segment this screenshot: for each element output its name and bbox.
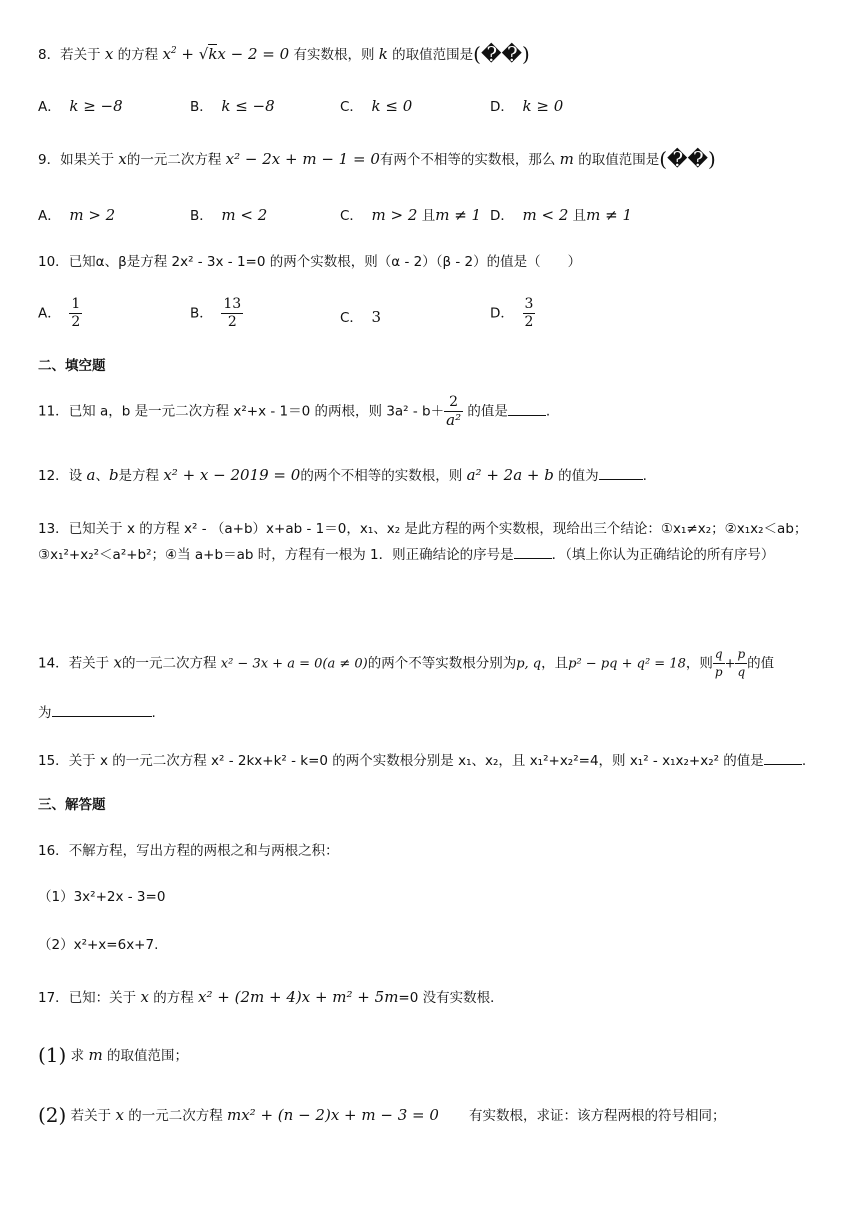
stem-text: 是方程 [118,468,160,484]
math-var: b [108,466,119,484]
math-var: x [104,45,114,63]
question-number: 14． [38,655,69,672]
math-var: p, q [516,656,542,672]
question-17-stem [38,986,830,1009]
question-number: 11． [38,403,69,420]
question-number: 12． [38,468,69,484]
answer-blank[interactable] [52,702,152,717]
option-c: C． k ≤ 0 [340,97,413,115]
equation: x² − 2x + m − 1 = 0 [225,150,380,168]
stem-text: 已知：关于 [68,990,137,1006]
question-11-stem: 11．已知 a，b 是一元二次方程 x²+x - 1＝0 的两根，则 3a² - b＋ $\frac{2}{\text{a²}}$ 的值是 . [38,394,551,429]
stem-text: 有两个不相等的实数根，那么 [379,152,556,168]
stem-text: 的方程 [117,47,159,63]
question-13-stem [38,516,830,568]
fraction: $\frac{2}{\text{a²}}$ [446,394,462,429]
section-heading: 二、填空题 [38,358,106,374]
answer-paren: (��) [659,147,716,171]
question-9-stem [38,148,830,171]
section-heading: 三、解答题 [38,797,106,813]
answer-blank[interactable] [764,750,802,765]
question-number: 13． [38,521,69,537]
math-var: a [86,466,96,484]
math-var: x [140,988,149,1006]
stem-text: ，则 [685,655,713,672]
stem-text: 的取值范围是 [392,47,474,63]
math-var: x [115,1106,124,1124]
question-17-part-1: (1) 求 m 的取值范围； [38,1043,188,1067]
question-10-stem [38,251,830,273]
stem-text: 的一元二次方程 [126,152,222,168]
question-number: 15． [38,753,69,769]
stem-text: 已知α、β是方程 2x² - 3x - 1=0 的两个实数根，则（α - 2）（β - 2）的值是（ ） [68,254,582,270]
equation: x² − 3x + a = 0(a ≠ 0) [220,656,368,672]
question-17-part-2: (2) 若关于 x 的一元二次方程 mx² + (n − 2)x + m − 3 = 0 有实数根，求证：该方程两根的符号相同； [38,1103,726,1127]
question-16-stem [38,840,830,862]
question-16-part-1: （1）3x²+2x - 3=0 [38,889,166,905]
stem-text: 有实数根，则 [293,47,375,63]
stem-text: 关于 x 的一元二次方程 x² - 2kx+k² - k=0 的两个实数根分别是 x₁、x₂，且 x₁²+x₂²=4，则 x₁² - x₁x₂+x₂² 的值是 [68,753,764,769]
option-b: B． $\frac{13}{2}$ [190,296,242,330]
answer-blank[interactable] [599,465,643,480]
answer-blank[interactable] [508,401,546,416]
equation: x² + x − 2019 = 0 [163,466,301,484]
question-14-stem: 14．若关于 x的一元二次方程 x² − 3x + a = 0(a ≠ 0)的两个不等实数根分别为p, q，且p² − pq + q² = 18，则 $\frac{q}{p}$ + $\frac{p}{q}$ 的值 [38,647,775,679]
option-d: D． m < 2 且m ≠ 1 [490,206,633,224]
stem-text: 已知 a，b 是一元二次方程 x²+x - 1＝0 的两根，则 3a² - b＋ [68,403,445,420]
option-a: A． m > 2 [38,206,116,224]
question-number: 17． [38,990,69,1006]
stem-text: =0 没有实数根． [398,990,504,1006]
part-index: (2) [38,1103,67,1127]
stem-text: 的两个不等实数根分别为 [367,655,517,672]
equation: $x^2 + √kx - 2 = 0$ [162,45,290,63]
equation: mx² + (n − 2)x + m − 3 = 0 [227,1106,439,1124]
stem-text: 已知关于 x 的方程 x² - （a+b）x+ab - 1＝0，x₁、x₂ 是此方程的两个实数根，现给出三个结论：①x₁≠x₂；②x₁x₂＜ab；③x₁²+x₂²＜a²+b²；④当 a+b＝ab 时，方程有一根为 1．则正确结论的序号是 [38,521,808,563]
option-d: D． $\frac{3}{2}$ [490,296,534,330]
option-a: A． k ≥ −8 [38,97,123,115]
stem-text: 的两个不相等的实数根，则 [300,468,463,484]
math-var: x [113,653,122,672]
stem-text: 的取值范围是 [578,152,660,168]
stem-text: 的一元二次方程 [121,655,217,672]
question-number: 10． [38,254,69,270]
question-16-part-2: （2）x²+x=6x+7. [38,937,159,953]
equation: a² + 2a + b [466,466,554,484]
stem-text: 如果关于 [60,152,115,168]
math-var: x [118,150,127,168]
fraction: $\frac{3}{2}$ [524,296,534,330]
stem-text: 若关于 [68,655,110,672]
question-15-stem: 15．关于 x 的一元二次方程 x² - 2kx+k² - k=0 的两个实数根分别是 x₁、x₂，且 x₁²+x₂²=4，则 x₁² - x₁x₂+x₂² 的值是 . [38,750,830,772]
stem-text: 若关于 [60,47,101,63]
answer-blank[interactable] [514,544,552,559]
math-var: k [378,45,388,63]
stem-text: 设 [68,468,83,484]
question-number: 16． [38,843,69,859]
equation: x² + (2m + 4)x + m² + 5m [198,988,399,1006]
question-8-stem [38,40,830,66]
fraction: $\frac{q}{p}$ [714,647,723,679]
option-d: D． k ≥ 0 [490,97,564,115]
stem-text: 的值为 [558,468,599,484]
math-var: m [88,1046,103,1064]
option-c: C． 3 [340,308,382,326]
stem-text: ．（填上你认为正确结论的所有序号） [551,547,775,563]
fraction: $\frac{1}{2}$ [71,296,81,330]
equation: p² − pq + q² = 18 [568,656,686,672]
part-index: (1) [38,1043,67,1067]
stem-text: 的值 [747,655,775,672]
answer-paren: (��) [473,42,530,66]
question-14-line2: 为 . [38,702,830,724]
question-number: 8． [38,47,61,63]
fraction: $\frac{13}{2}$ [223,296,242,330]
option-a: A． $\frac{1}{2}$ [38,296,81,330]
math-var: m [559,150,574,168]
question-12-stem: 12．设 a、b是方程 x² + x − 2019 = 0的两个不相等的实数根，则 a² + 2a + b 的值为 . [38,466,647,484]
question-number: 9． [38,152,61,168]
stem-text: 不解方程，写出方程的两根之和与两根之积： [68,843,339,859]
option-c: C． m > 2 且m ≠ 1 [340,206,482,224]
fraction: $\frac{p}{q}$ [737,647,746,679]
stem-text: 的方程 [153,990,194,1006]
option-b: B． k ≤ −8 [190,97,275,115]
stem-text: ，且 [541,655,569,672]
option-b: B． m < 2 [190,206,268,224]
stem-text: 的值是 [467,403,508,420]
